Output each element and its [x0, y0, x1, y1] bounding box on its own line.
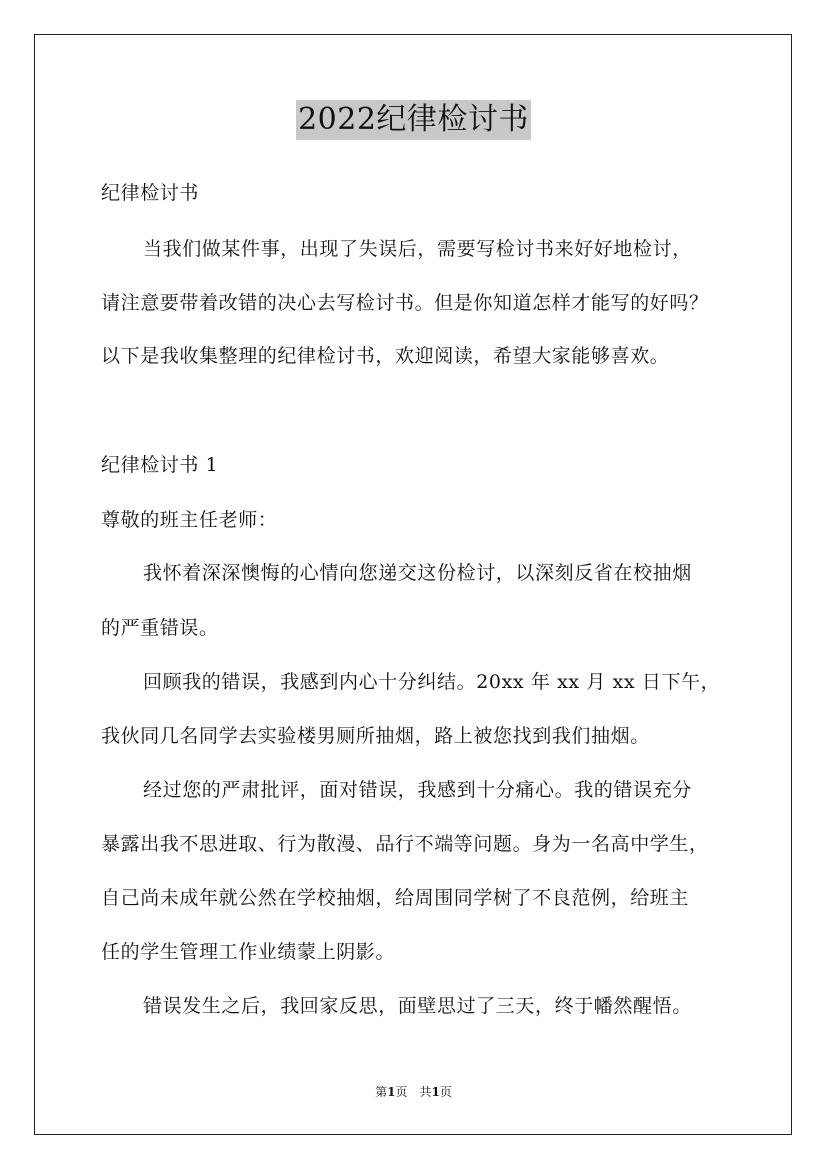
section-heading: 纪律检讨书 1	[101, 454, 219, 476]
footer-suffix: 页	[439, 1085, 452, 1099]
footer-mid: 页 共	[395, 1085, 432, 1099]
page-footer	[0, 1084, 827, 1100]
body-line-1: 我怀着深深懊悔的心情向您递交这份检讨，以深刻反省在校抽烟	[143, 562, 692, 584]
title-area	[0, 100, 827, 140]
footer-current-page: 1	[387, 1085, 396, 1099]
body-line-8: 任的学生管理工作业绩蒙上阴影。	[101, 941, 396, 963]
body-line-7: 自己尚未成年就公然在学校抽烟，给周围同学树了不良范例，给班主	[101, 887, 690, 909]
footer-total-pages: 1	[431, 1085, 440, 1099]
body-line-4: 我伙同几名同学去实验楼男厕所抽烟，路上被您找到我们抽烟。	[101, 725, 650, 747]
salutation: 尊敬的班主任老师：	[101, 509, 278, 531]
body-line-3: 回顾我的错误，我感到内心十分纠结。20xx 年 xx 月 xx 日下午，	[143, 671, 721, 693]
footer-prefix: 第	[375, 1085, 388, 1099]
body-line-9: 错误发生之后，我回家反思，面壁思过了三天，终于幡然醒悟。	[143, 995, 692, 1017]
body-line-6: 暴露出我不思进取、行为散漫、品行不端等问题。身为一名高中学生，	[101, 833, 709, 855]
intro-line-1: 当我们做某件事，出现了失误后，需要写检讨书来好好地检讨，	[143, 238, 692, 260]
body-line-2: 的严重错误。	[101, 617, 219, 639]
body-line-5: 经过您的严肃批评，面对错误，我感到十分痛心。我的错误充分	[143, 779, 692, 801]
intro-line-3: 以下是我收集整理的纪律检讨书，欢迎阅读，希望大家能够喜欢。	[101, 345, 670, 367]
intro-line-2: 请注意要带着改错的决心去写检讨书。但是你知道怎样才能写的好吗？	[101, 292, 709, 314]
document-title: 2022纪律检讨书	[296, 100, 531, 140]
document-subtitle: 纪律检讨书	[101, 182, 200, 204]
